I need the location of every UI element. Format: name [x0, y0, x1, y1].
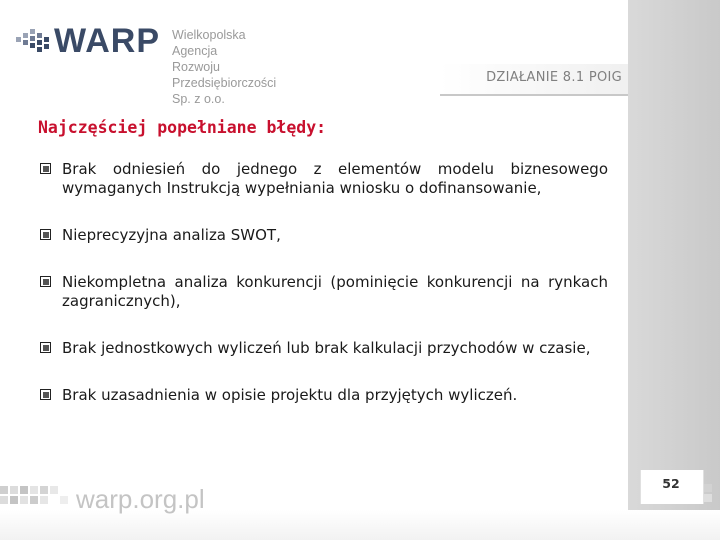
- page-number: 52: [662, 476, 680, 491]
- checkbox-bullet-icon: [40, 342, 51, 353]
- right-decorative-band: [628, 0, 720, 540]
- list-item-text: Brak jednostkowych wyliczeń lub brak kalkulacji przychodów w czasie,: [62, 339, 591, 357]
- checkbox-bullet-icon: [40, 389, 51, 400]
- list-item-text: Niekompletna analiza konkurencji (pominięcie konkurencji na rynkach zagranicznych),: [62, 273, 608, 310]
- list-item: [38, 339, 608, 358]
- bullet-list: [38, 160, 608, 405]
- list-item-text: Nieprecyzyjna analiza SWOT,: [62, 226, 281, 244]
- list-item-text: Brak odniesień do jednego z elementów modelu biznesowego wymaganych Instrukcją wypełniania wniosku o dofinansowanie,: [62, 160, 608, 197]
- list-item: [38, 226, 608, 245]
- list-item: [38, 273, 608, 311]
- list-item: [38, 160, 608, 198]
- logo-subtitle-line-2: Rozwoju Przedsiębiorczości Sp. z o.o.: [172, 60, 277, 106]
- checkbox-bullet-icon: [40, 163, 51, 174]
- list-item-text: Brak uzasadnienia w opisie projektu dla przyjętych wyliczeń.: [62, 386, 518, 404]
- footer-squares-left-icon: [0, 486, 72, 512]
- checkbox-bullet-icon: [40, 229, 51, 240]
- list-item: [38, 386, 608, 405]
- slide-heading: Najczęściej popełniane błędy:: [38, 118, 327, 137]
- program-label: DZIAŁANIE 8.1 POIG: [486, 70, 622, 85]
- logo-subtitle: [172, 27, 276, 107]
- logo-wordmark: WARP: [54, 22, 160, 60]
- checkbox-bullet-icon: [40, 276, 51, 287]
- warp-logo-mark-icon: [14, 27, 50, 55]
- logo-subtitle-line-1: Wielkopolska Agencja: [172, 28, 246, 58]
- footer-url[interactable]: warp.org.pl: [76, 484, 205, 514]
